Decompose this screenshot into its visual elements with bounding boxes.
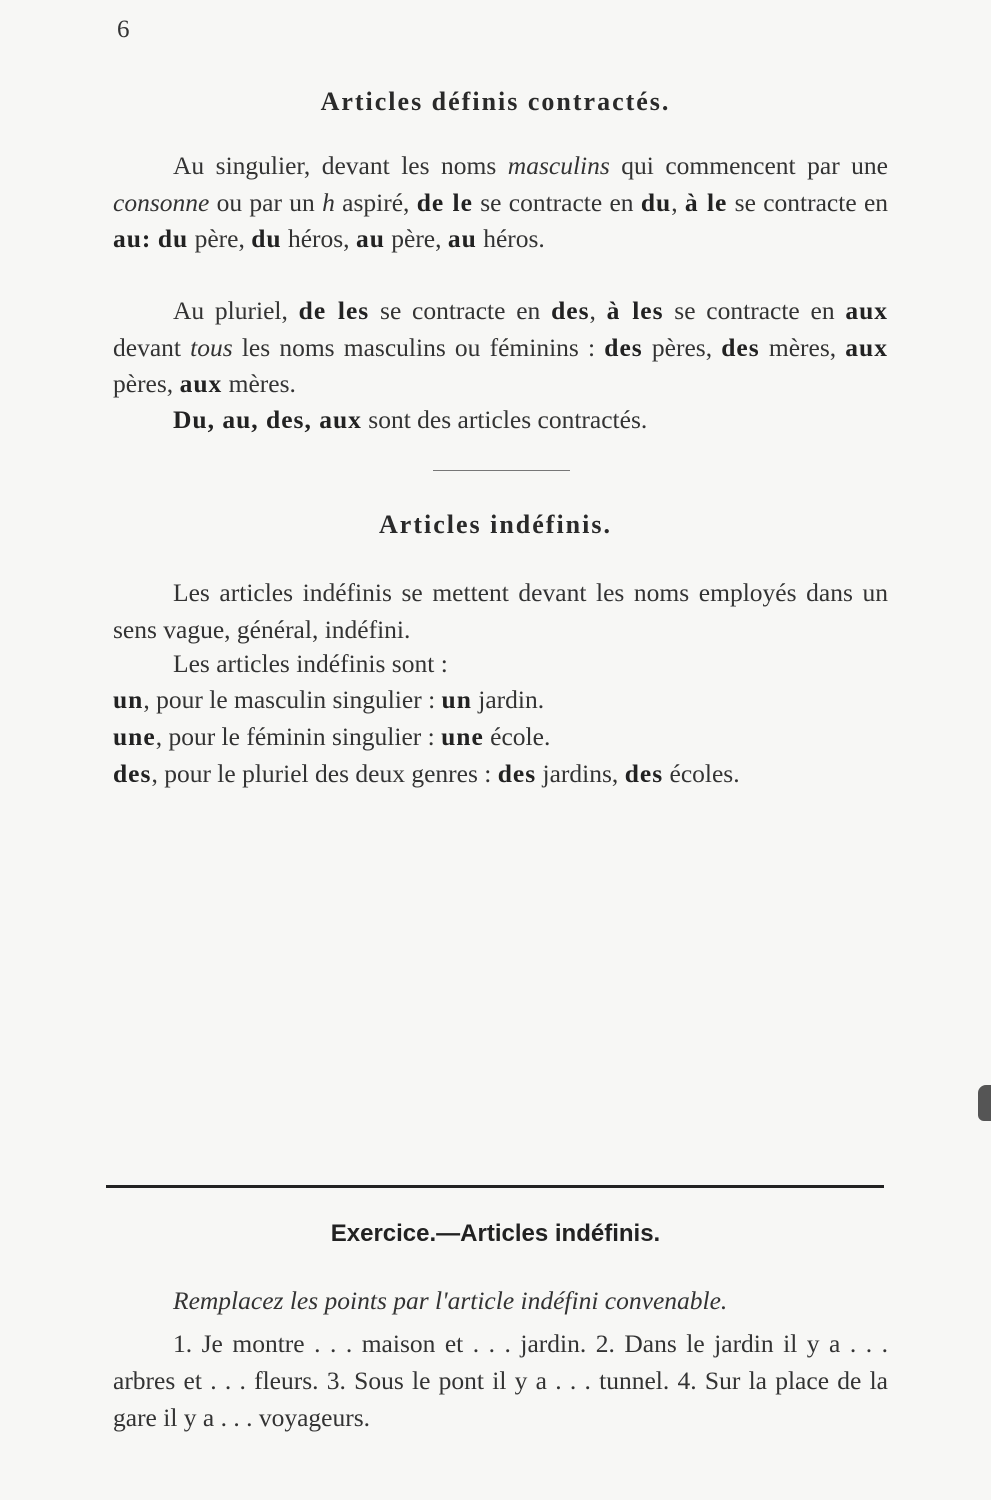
text-run: , pour le pluriel des deux genres :	[151, 759, 498, 788]
exercise-title: Exercice.—Articles indéfinis.	[330, 1220, 661, 1247]
italic-term: tous	[190, 332, 233, 362]
bold-term: une	[113, 722, 156, 751]
bold-term: des	[497, 759, 537, 788]
text-run: se contracte en	[472, 187, 641, 217]
text-run: qui commencent par une	[609, 151, 888, 180]
bold-term: une	[441, 722, 484, 751]
text-run: Les articles indéfinis se mettent devant les noms employés dans un sens vague, général, indéfini.	[113, 578, 888, 644]
bold-term: du	[251, 224, 282, 253]
text-run: jardins,	[536, 759, 625, 788]
text-run: sont des articles contractés.	[361, 405, 648, 434]
list-item-un	[113, 682, 888, 719]
bold-term: au	[447, 224, 477, 253]
bold-term: des	[624, 759, 664, 788]
bold-term: des	[721, 332, 760, 362]
text-run: les noms masculins ou féminins :	[232, 332, 605, 362]
text-run: héros.	[476, 224, 545, 253]
bold-term: des	[551, 296, 590, 325]
text-run: ,	[671, 187, 685, 217]
text-run: , pour le féminin singulier :	[155, 722, 442, 751]
bold-term: aux	[845, 296, 889, 325]
text-run: Au pluriel,	[173, 296, 299, 325]
text-run: mères.	[222, 369, 296, 398]
list-item-des	[113, 756, 888, 793]
italic-term: masculins	[507, 151, 610, 180]
list-item-une	[113, 719, 888, 756]
bold-term: au:	[113, 224, 152, 253]
page-edge-mark	[978, 1085, 991, 1121]
text-run: écoles.	[663, 759, 740, 788]
exercise-divider	[106, 1185, 884, 1188]
text-run: mères,	[759, 332, 846, 362]
text-run: devant	[113, 332, 191, 362]
bold-term: à le	[684, 187, 728, 217]
paragraph-articles-contractes	[113, 402, 888, 439]
text-run: jardin.	[471, 685, 545, 714]
text-run: père,	[188, 224, 252, 253]
text-run: pères,	[113, 369, 180, 398]
paragraph-pluriel	[113, 293, 888, 403]
paragraph-singulier	[113, 148, 888, 258]
section-title-articles-definis-contractes: Articles définis contractés.	[320, 87, 671, 116]
italic-term: h	[322, 187, 335, 217]
bold-term: des	[604, 332, 643, 362]
exercise-text: 1. Je montre . . . maison et . . . jardin. 2. Dans le jardin il y a . . . arbres et . . . fleurs. 3. Sous le pont il y a . . . tunnel. 4. Sur la place de la gare il y a . . . voyageurs.	[113, 1329, 888, 1432]
text-run: père,	[384, 224, 448, 253]
text-run: se contracte en	[663, 296, 846, 325]
bold-term: des	[113, 759, 152, 788]
italic-term: consonne	[113, 187, 210, 217]
text-run: se contracte en	[369, 296, 552, 325]
text-run: aspiré,	[334, 187, 417, 217]
text-run: se contracte en	[727, 187, 889, 217]
section-divider	[433, 470, 570, 471]
bold-term: Du, au, des, aux	[173, 405, 362, 434]
bold-term: du	[640, 187, 672, 217]
bold-term: aux	[845, 332, 888, 362]
text-run: Au singulier, devant les noms	[173, 151, 508, 180]
bold-term: aux	[179, 369, 223, 398]
paragraph-indefinis-usage	[113, 575, 888, 648]
bold-term: un	[441, 685, 472, 714]
bold-term: au	[355, 224, 385, 253]
section-title-articles-indefinis: Articles indéfinis.	[379, 510, 612, 539]
text-run: pères,	[642, 332, 722, 362]
bold-term: de le	[416, 187, 473, 217]
page-number: 6	[117, 16, 130, 43]
text-run: Les articles indéfinis sont :	[173, 649, 448, 678]
text-run: , pour le masculin singulier :	[143, 685, 442, 714]
bold-term: à les	[606, 296, 664, 325]
exercise-instruction: Remplacez les points par l'article indéfini convenable.	[173, 1286, 728, 1315]
bold-term: de les	[298, 296, 370, 325]
text-run: ou par un	[209, 187, 323, 217]
text-run: ,	[589, 296, 607, 325]
paragraph-indefinis-list-intro	[113, 646, 888, 683]
text-run: école.	[483, 722, 551, 751]
bold-term: du	[157, 224, 189, 253]
text-run: héros,	[281, 224, 356, 253]
bold-term: un	[113, 685, 144, 714]
